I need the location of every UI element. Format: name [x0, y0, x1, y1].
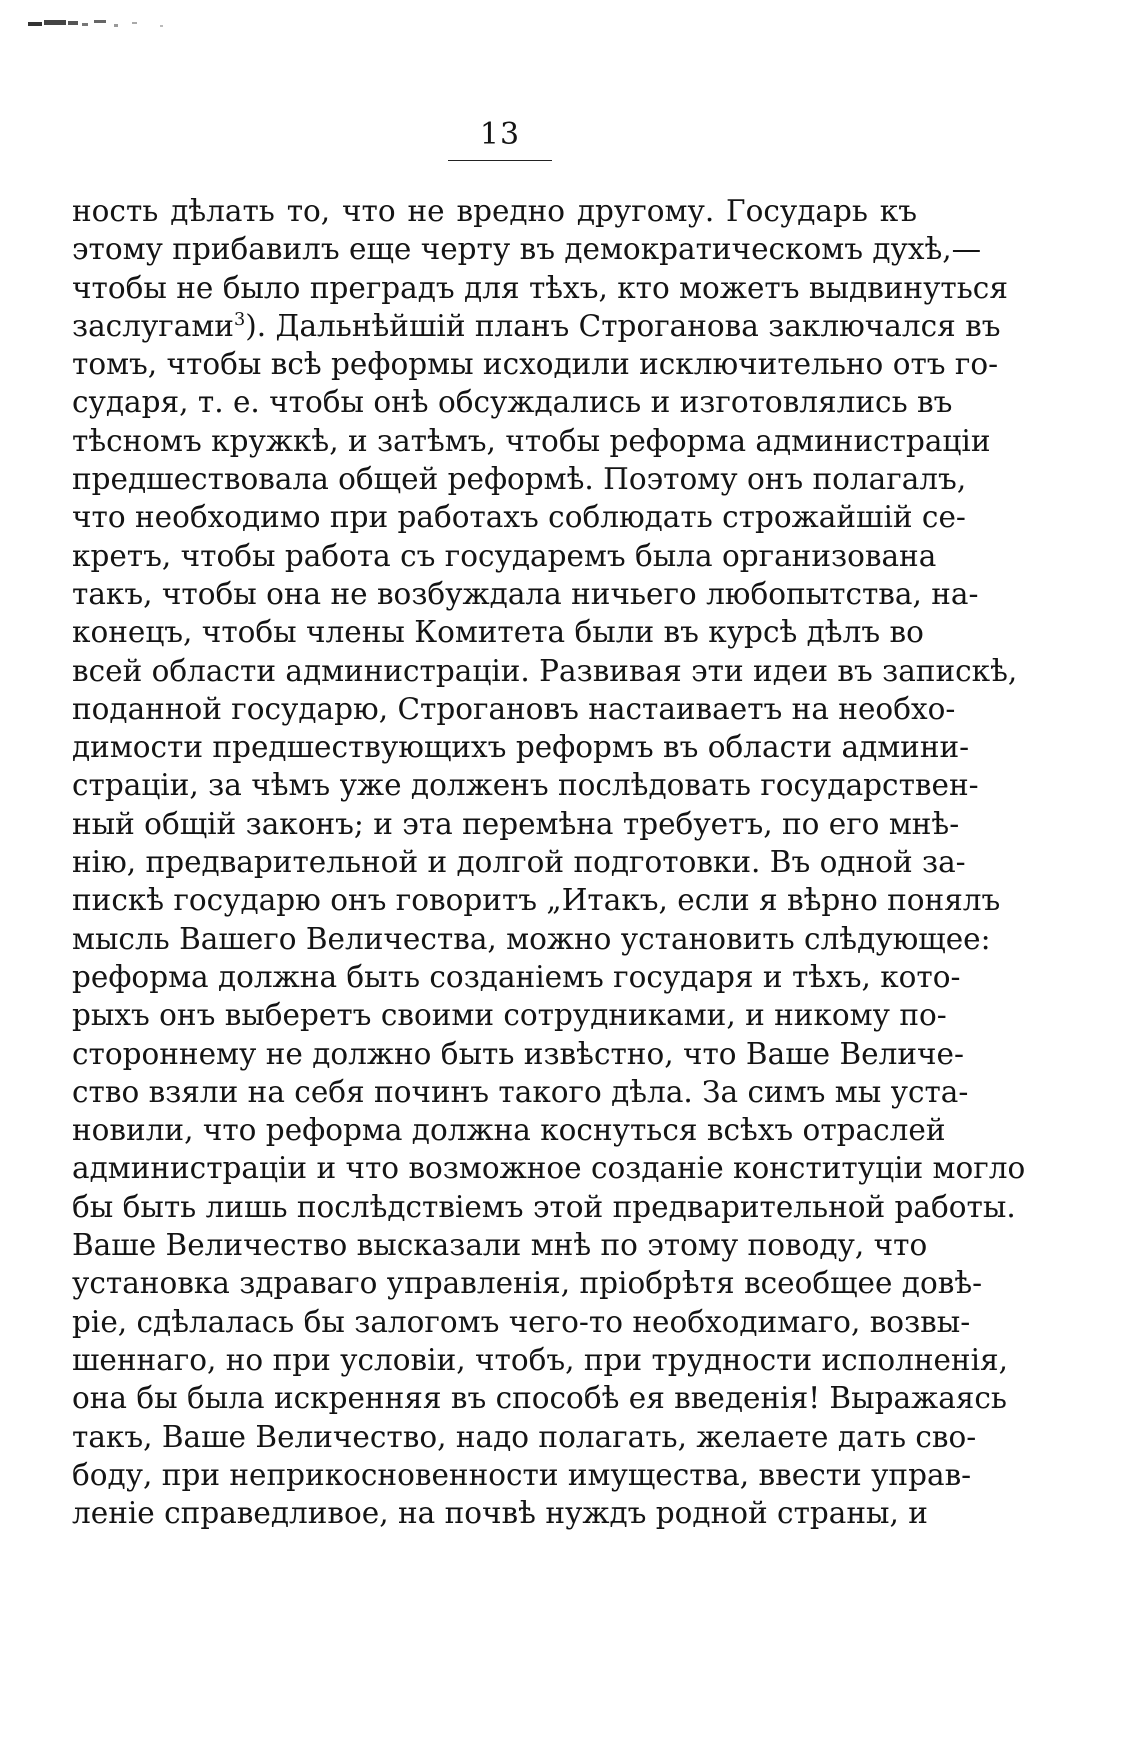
text-line: мысль Вашего Величества, можно установить слѣдующее: [72, 921, 991, 956]
text-fragment: ). Дальнѣйшій планъ Строганова заключался въ [245, 308, 1001, 343]
text-line-with-footnote [72, 307, 1001, 345]
text-line: установка здраваго управленія, пріобрѣтя всеобщее довѣ- [72, 1266, 983, 1301]
page-number: 13 [479, 117, 521, 152]
text-line: томъ, чтобы всѣ реформы исходили исключительно отъ го- [72, 347, 999, 382]
text-line: администраціи и что возможное созданіе конституціи могло [72, 1151, 1026, 1186]
text-line: конецъ, чтобы члены Комитета были въ курсѣ дѣлъ во [72, 615, 924, 650]
text-line: тѣсномъ кружкѣ, и затѣмъ, чтобы реформа администраціи [72, 423, 991, 458]
text-line: чтобы не было преградъ для тѣхъ, кто можетъ выдвинуться [72, 270, 1008, 305]
text-line: боду, при неприкосновенности имущества, ввести управ- [72, 1457, 972, 1492]
text-line: рыхъ онъ выберетъ своими сотрудниками, и никому по- [72, 998, 947, 1033]
text-line: предшествовала общей реформѣ. Поэтому онъ полагалъ, [72, 462, 967, 497]
text-line: такъ, Ваше Величество, надо полагать, желаете дать сво- [72, 1419, 977, 1454]
scan-speck-mark [28, 18, 178, 30]
text-line: поданной государю, Строгановъ настаиваетъ на необхо- [72, 691, 956, 726]
text-line: этому прибавилъ еще черту въ демократическомъ духѣ,— [72, 232, 982, 267]
text-line: новили, что реформа должна коснуться всѣхъ отраслей [72, 1113, 946, 1148]
text-line: кретъ, чтобы работа съ государемъ была организована [72, 538, 937, 573]
text-line: бы быть лишь послѣдствіемъ этой предварительной работы. [72, 1189, 1016, 1224]
text-line: она бы была искренняя въ способѣ ея введенія! Выражаясь [72, 1381, 1007, 1416]
text-line: такъ, чтобы она не возбуждала ничьего любопытства, на- [72, 576, 979, 611]
text-line: нію, предварительной и долгой подготовки. Въ одной за- [72, 845, 966, 880]
footnote-ref: 3 [233, 310, 246, 331]
text-line: шеннаго, но при условіи, чтобъ, при трудности исполненія, [72, 1342, 1009, 1377]
text-line: леніе справедливое, на почвѣ нуждъ родной страны, и [72, 1496, 928, 1531]
text-line: стороннему не должно быть извѣстно, что Ваше Величе- [72, 1036, 964, 1071]
text-line: реформа должна быть созданіемъ государя и тѣхъ, кото- [72, 959, 961, 994]
text-line: всей области администраціи. Развивая эти идеи въ запискѣ, [72, 653, 1018, 688]
text-fragment: заслугами [72, 308, 234, 343]
text-line: ріе, сдѣлалась бы залогомъ чего-то необходимаго, возвы- [72, 1304, 971, 1339]
text-line: сударя, т. е. чтобы онѣ обсуждались и изготовлялись въ [72, 385, 953, 420]
text-line: Ваше Величество высказали мнѣ по этому поводу, что [72, 1228, 928, 1263]
text-line: страціи, за чѣмъ уже долженъ послѣдовать государствен- [72, 768, 979, 803]
text-line: ность дѣлать то, что не вредно другому. Государь къ [72, 194, 917, 228]
text-line: ный общій законъ; и эта перемѣна требуетъ, по его мнѣ- [72, 806, 960, 841]
text-line: ство взяли на себя починъ такого дѣла. За симъ мы уста- [72, 1074, 969, 1109]
page-number-rule [448, 160, 552, 161]
body-text [72, 192, 1026, 1532]
text-line: пискѣ государю онъ говоритъ „Итакъ, если я вѣрно понялъ [72, 883, 1001, 918]
text-line: что необходимо при работахъ соблюдать строжайшій се- [72, 500, 966, 535]
text-line: димости предшествующихъ реформъ въ области админи- [72, 730, 970, 765]
